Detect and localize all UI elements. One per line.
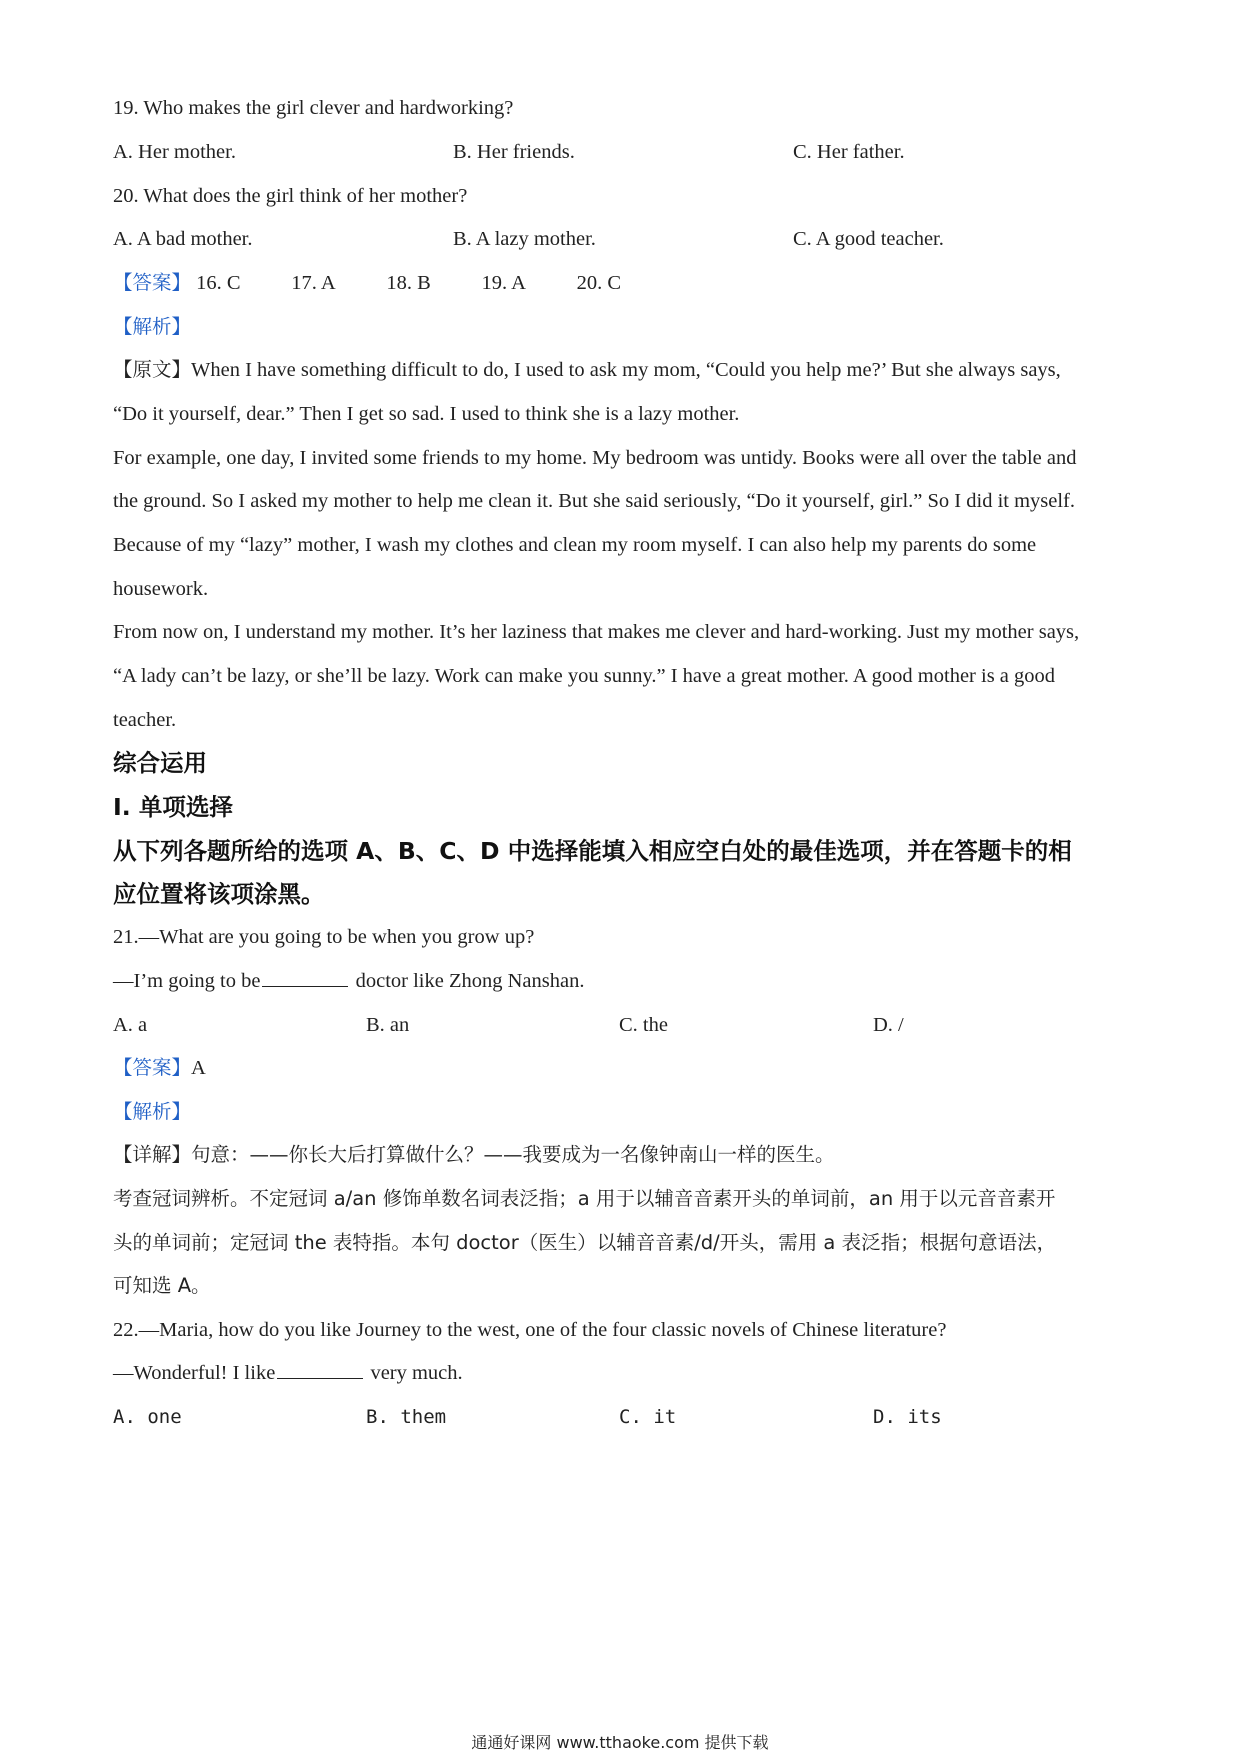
question-22-response bbox=[113, 1359, 463, 1387]
answer-item: 17. A bbox=[291, 272, 336, 294]
transcript-line: From now on, I understand my mother. It’s her laziness that makes me clever and hard-working. Just my mother says, bbox=[113, 621, 1080, 643]
transcript-line: housework. bbox=[113, 578, 209, 600]
question-19: 19. Who makes the girl clever and hardworking? bbox=[113, 97, 514, 119]
response-text: very much. bbox=[365, 1362, 463, 1384]
transcript-line bbox=[113, 356, 1061, 384]
answer-blank bbox=[262, 985, 348, 987]
section-instruction: 应位置将该项涂黑。 bbox=[113, 880, 325, 908]
q20-option-a: A. A bad mother. bbox=[113, 228, 253, 250]
q22-option-a: A. one bbox=[113, 1406, 182, 1428]
answer-value: A bbox=[191, 1057, 206, 1079]
answer-blank bbox=[277, 1377, 363, 1379]
q21-answer bbox=[113, 1054, 206, 1082]
transcript-line: For example, one day, I invited some friends to my home. My bedroom was untidy. Books were all over the table and bbox=[113, 447, 1077, 469]
q19-option-c: C. Her father. bbox=[793, 141, 905, 163]
transcript-line: “A lady can’t be lazy, or she’ll be lazy. Work can make you sunny.” I have a great mother. A good mother is a good bbox=[113, 665, 1056, 687]
answer-label: 【答案】 bbox=[113, 271, 192, 294]
q20-option-c: C. A good teacher. bbox=[793, 228, 944, 250]
answer-item: 18. B bbox=[386, 272, 431, 294]
answers-16-20 bbox=[113, 269, 667, 297]
transcript-label: 【原文】 bbox=[113, 358, 192, 381]
question-20: 20. What does the girl think of her mother? bbox=[113, 185, 468, 207]
q22-option-b: B. them bbox=[366, 1406, 447, 1428]
analysis-label: 【解析】 bbox=[113, 1100, 192, 1123]
section-title: 综合运用 bbox=[113, 749, 207, 777]
section-subtitle: Ⅰ. 单项选择 bbox=[113, 793, 233, 821]
q21-option-a: A. a bbox=[113, 1014, 148, 1036]
question-21-response bbox=[113, 967, 584, 995]
question-22: 22.—Maria, how do you like Journey to the west, one of the four classic novels of Chinese literature? bbox=[113, 1319, 947, 1341]
transcript-line: the ground. So I asked my mother to help me clean it. But she said seriously, “Do it yourself, girl.” So I did it myself. bbox=[113, 490, 1076, 512]
answer-item: 16. C bbox=[196, 272, 241, 294]
q22-option-d: D. its bbox=[873, 1406, 942, 1428]
q21-option-d: D. / bbox=[873, 1014, 904, 1036]
transcript-line: teacher. bbox=[113, 709, 177, 731]
answer-item: 20. C bbox=[576, 272, 622, 294]
q19-option-b: B. Her friends. bbox=[453, 141, 575, 163]
page-footer: 通通好课网 www.tthaoke.com 提供下载 bbox=[471, 1733, 769, 1752]
q22-option-c: C. it bbox=[619, 1406, 677, 1428]
analysis-label: 【解析】 bbox=[113, 315, 192, 338]
answer-label: 【答案】 bbox=[113, 1056, 192, 1079]
question-21: 21.—What are you going to be when you grow up? bbox=[113, 926, 535, 948]
q21-explanation: 可知选 A。 bbox=[113, 1274, 211, 1297]
q21-option-c: C. the bbox=[619, 1014, 668, 1036]
answer-item: 19. A bbox=[481, 272, 526, 294]
q21-explanation: 考查冠词辨析。不定冠词 a/an 修饰单数名词表泛指；a 用于以辅音音素开头的单词前，an 用于以元音音素开 bbox=[113, 1187, 1056, 1210]
q21-option-b: B. an bbox=[366, 1014, 410, 1036]
transcript-text: When I have something difficult to do, I used to ask my mom, “Could you help me?’ But she always says, bbox=[191, 359, 1061, 381]
response-text: —I’m going to be bbox=[113, 970, 261, 992]
q21-detail bbox=[113, 1141, 835, 1169]
q20-option-b: B. A lazy mother. bbox=[453, 228, 596, 250]
transcript-line: Because of my “lazy” mother, I wash my clothes and clean my room myself. I can also help my parents do some bbox=[113, 534, 1037, 556]
response-text: doctor like Zhong Nanshan. bbox=[350, 970, 585, 992]
section-instruction: 从下列各题所给的选项 A、B、C、D 中选择能填入相应空白处的最佳选项，并在答题卡的相 bbox=[113, 837, 1072, 865]
transcript-line: “Do it yourself, dear.” Then I get so sad. I used to think she is a lazy mother. bbox=[113, 403, 740, 425]
detail-label: 【详解】 bbox=[113, 1143, 192, 1166]
q19-option-a: A. Her mother. bbox=[113, 141, 236, 163]
detail-text: 句意：——你长大后打算做什么？——我要成为一名像钟南山一样的医生。 bbox=[191, 1143, 835, 1166]
q21-explanation: 头的单词前；定冠词 the 表特指。本句 doctor（医生）以辅音音素/d/开头，需用 a 表泛指；根据句意语法， bbox=[113, 1231, 1057, 1254]
response-text: —Wonderful! I like bbox=[113, 1362, 276, 1384]
